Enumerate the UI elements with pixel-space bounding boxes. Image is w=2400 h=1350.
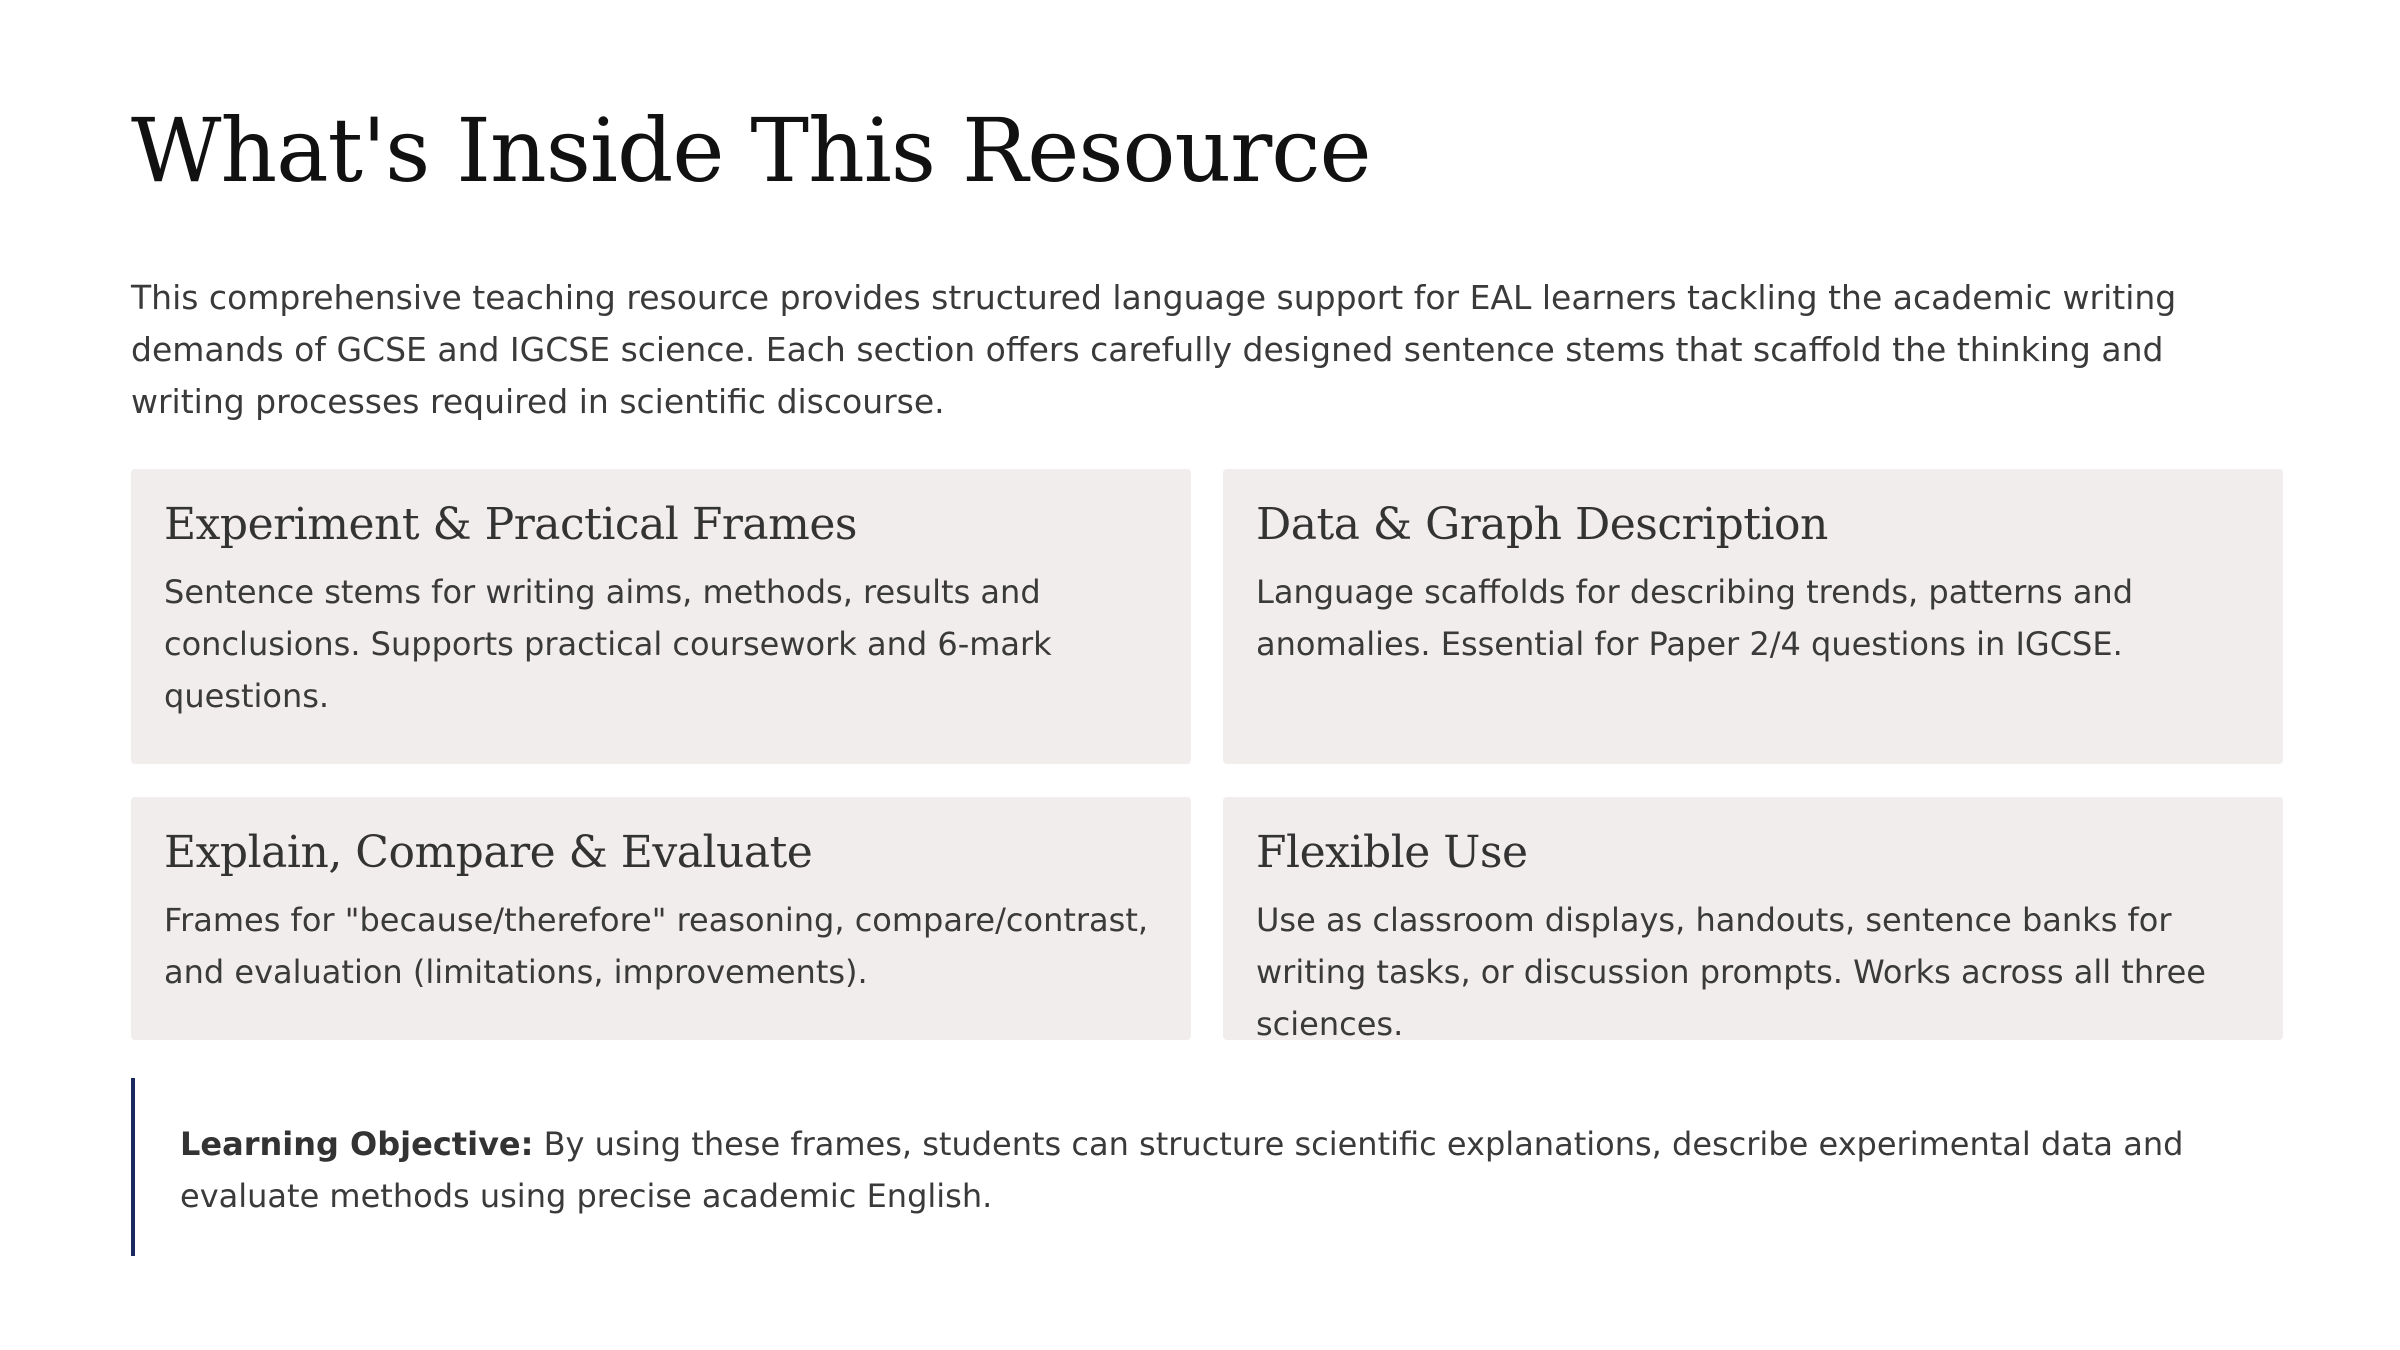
card-description: Use as classroom displays, handouts, sentence banks for writing tasks, or discussion prompts. Works across all three sciences. <box>1256 901 2206 1043</box>
card-description: Frames for "because/therefore" reasoning, compare/contrast, and evaluation (limitations, improvements). <box>164 901 1149 991</box>
card-explain-compare-evaluate <box>131 797 1191 1040</box>
card-description: Language scaffolds for describing trends, patterns and anomalies. Essential for Paper 2/4 questions in IGCSE. <box>1256 573 2134 663</box>
learning-objective-callout <box>131 1078 2283 1256</box>
card-flexible-use <box>1223 797 2283 1043</box>
card-data-graph <box>1223 469 2283 764</box>
card-title: Explain, Compare & Evaluate <box>164 827 813 878</box>
card-experiment-practical <box>131 469 1191 764</box>
card-title: Data & Graph Description <box>1256 499 1828 550</box>
intro-paragraph: This comprehensive teaching resource provides structured language support for EAL learners tackling the academic writing demands of GCSE and IGCSE science. Each section offers carefully designed sentence stems that scaffold the thinking and writing processes required in scientific discourse. <box>131 278 2177 421</box>
learning-objective-label: Learning Objective: <box>180 1125 534 1163</box>
card-title: Flexible Use <box>1256 827 1528 878</box>
card-description: Sentence stems for writing aims, methods, results and conclusions. Supports practical coursework and 6-mark questions. <box>164 573 1052 715</box>
learning-objective-text: By using these frames, students can structure scientific explanations, describe experimental data and evaluate methods using precise academic English. <box>180 1125 2184 1215</box>
card-title: Experiment & Practical Frames <box>164 499 858 550</box>
page-title: What's Inside This Resource <box>131 99 1371 202</box>
feature-card-grid <box>131 469 2283 1043</box>
